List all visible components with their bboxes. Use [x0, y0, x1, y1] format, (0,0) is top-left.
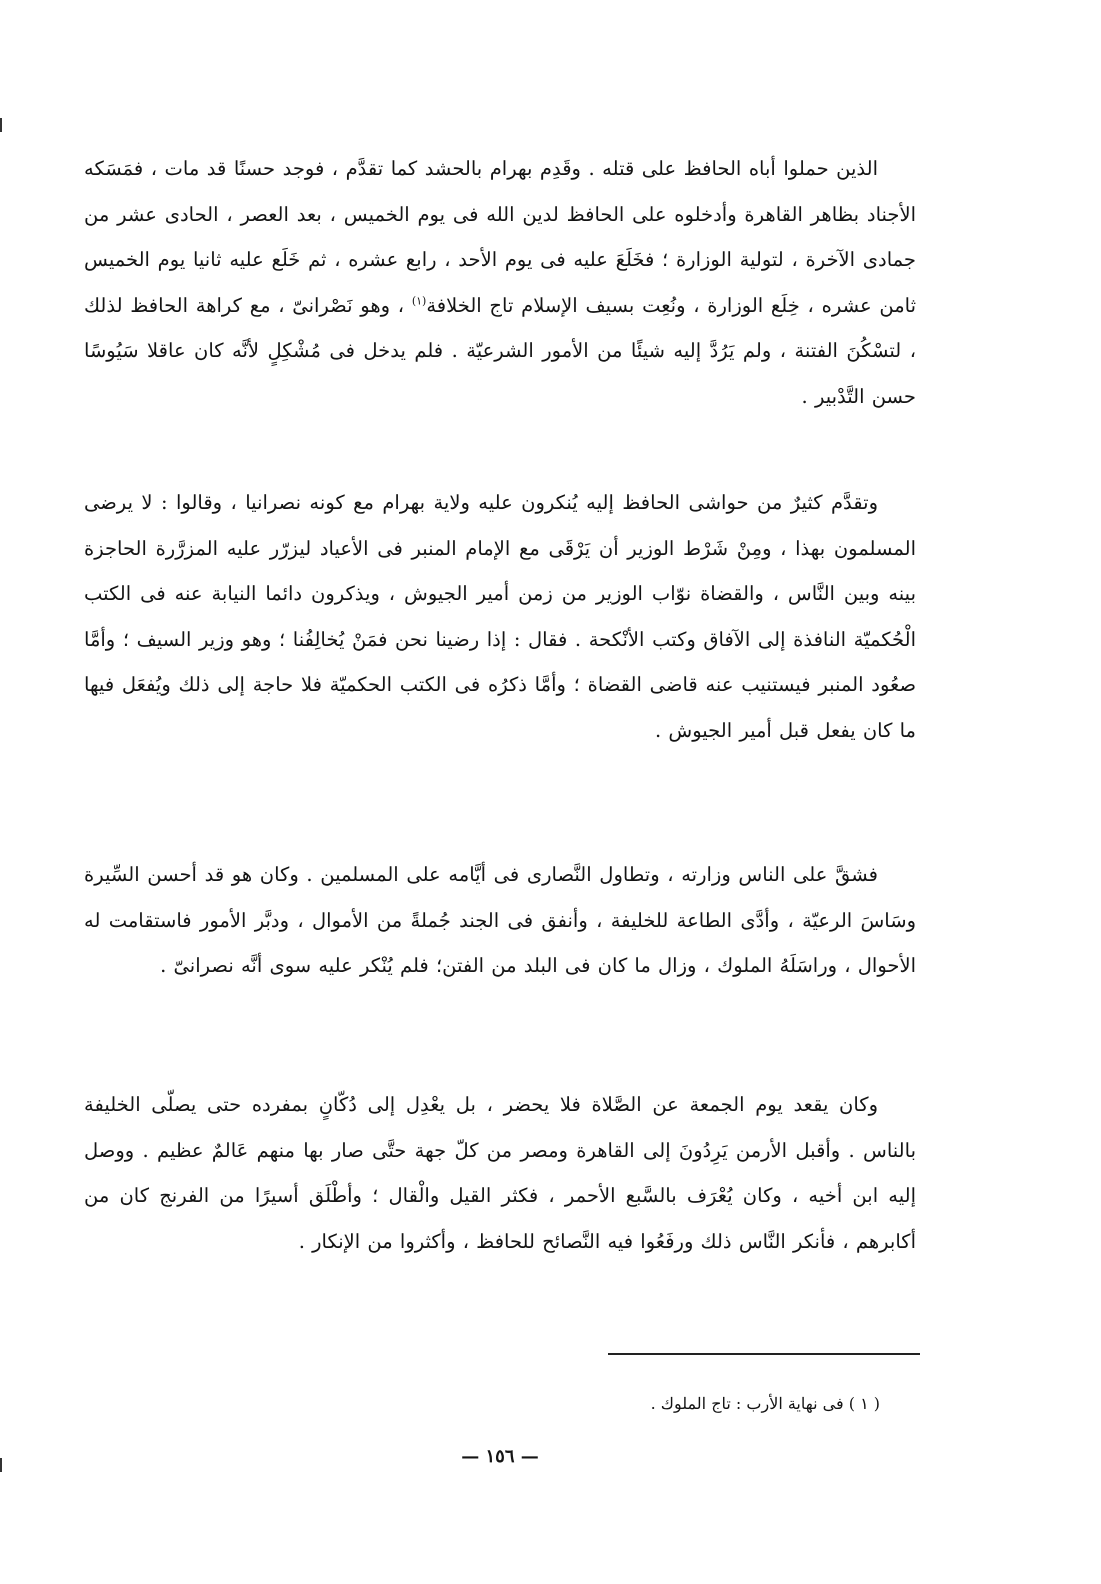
page-number: — ١٥٦ —: [461, 1446, 539, 1467]
footnote: ( ١ ) فى نهاية الأرب : تاج الملوك .: [650, 1394, 880, 1413]
footnote-divider: [608, 1353, 920, 1355]
paragraph-1: [84, 146, 916, 419]
paragraph-1-block: [84, 146, 916, 419]
paragraph-4: وكان يقعد يوم الجمعة عن الصَّلاة فلا يحضر ، بل يعْدِل إلى دُكّانٍ بمفرده حتى يصلّى الخليفة بالناس . وأقبل الأرمن يَرِدُونَ إلى القاهرة ومصر من كلّ جهة حتَّى صار بها منهم عَالمٌ عظيم . ووصل إليه ابن أخيه ، وكان يُعْرَف بالسَّبع الأحمر ، فكثر القيل والْقال ؛ وأطْلَق أسيرًا من الفرنج كان من أكابرهم ، فأنكر النَّاس ذلك ورفَعُوا فيه النَّصائح للحافظ ، وأكثروا من الإنكار .: [84, 1093, 916, 1253]
paragraph-3-block: [84, 852, 916, 989]
paragraph-3: فشقَّ على الناس وزارته ، وتطاول النَّصارى فى أيَّامه على المسلمين . وكان هو قد أحسن السِّيرة وسَاسَ الرعيّة ، وأدَّى الطاعة للخليفة ، وأنفق فى الجند جُملةً من الأموال ، ودبَّر الأمور فاستقامت له الأحوال ، وراسَلَهُ الملوك ، وزال ما كان فى البلد من الفتن؛ فلم يُنْكر عليه سوى أنَّه نصرانىّ .: [84, 863, 916, 977]
paragraph-1-text-continued: ، وهو نَصْرانىّ ، مع كراهة الحافظ لذلك ، لتسْكُنَ الفتنة ، ولم يَرُدَّ إليه شيئًا من الأمور الشرعيّة . فلم يدخل فى مُشْكِلٍ لأنَّه كان عاقلا سَيُوسًا حسن التَّدْبير .: [84, 293, 916, 408]
left-edge-mark: [0, 118, 2, 132]
paragraph-4-block: [84, 1082, 916, 1264]
paragraph-2-block: [84, 480, 916, 753]
paragraph-1-text: الذين حملوا أباه الحافظ على قتله . وقَدِم بهرام بالحشد كما تقدَّم ، فوجد حسنًا قد مات ، فمَسَكه الأجناد بظاهر القاهرة وأدخلوه على الحافظ لدين الله فى يوم الخميس ، بعد العصر ، الحادى عشر من جمادى الآخرة ، لتولية الوزارة ؛ فخَلَعَ عليه فى يوم الأحد ، رابع عشره ، ثم خَلَع عليه ثانيا يوم الخميس ثامن عشره ، خِلَع الوزارة ، ونُعِت بسيف الإسلام تاج الخلافة: [84, 157, 917, 317]
left-edge-mark-lower: [0, 1458, 2, 1472]
paragraph-2: وتقدَّم كثيرٌ من حواشى الحافظ إليه يُنكرون عليه ولاية بهرام مع كونه نصرانيا ، وقالوا : لا يرضى المسلمون بهذا ، ومِنْ شَرْط الوزير أن يَرْقَى مع الإمام المنبر فى الأعياد ليزرّر عليه المزرَّرة الحاجزة بينه وبين النَّاس ، والقضاة نوّاب الوزير من زمن أمير الجيوش ، ويذكرون دائما النيابة عنه فى الكتب الْحُكميّة النافذة إلى الآفاق وكتب الأنْكحة . فقال : إذا رضينا نحن فمَنْ يُخالِفُنا ؛ وهو وزير السيف ؛ وأمَّا صعُود المنبر فيستنيب عنه قاضى القضاة ؛ وأمَّا ذكرُه فى الكتب الحكميّة فلا حاجة إلى ذلك ويُفعَل فيها ما كان يفعل قبل أمير الجيوش .: [84, 491, 916, 742]
footnote-reference: (١): [411, 294, 427, 307]
